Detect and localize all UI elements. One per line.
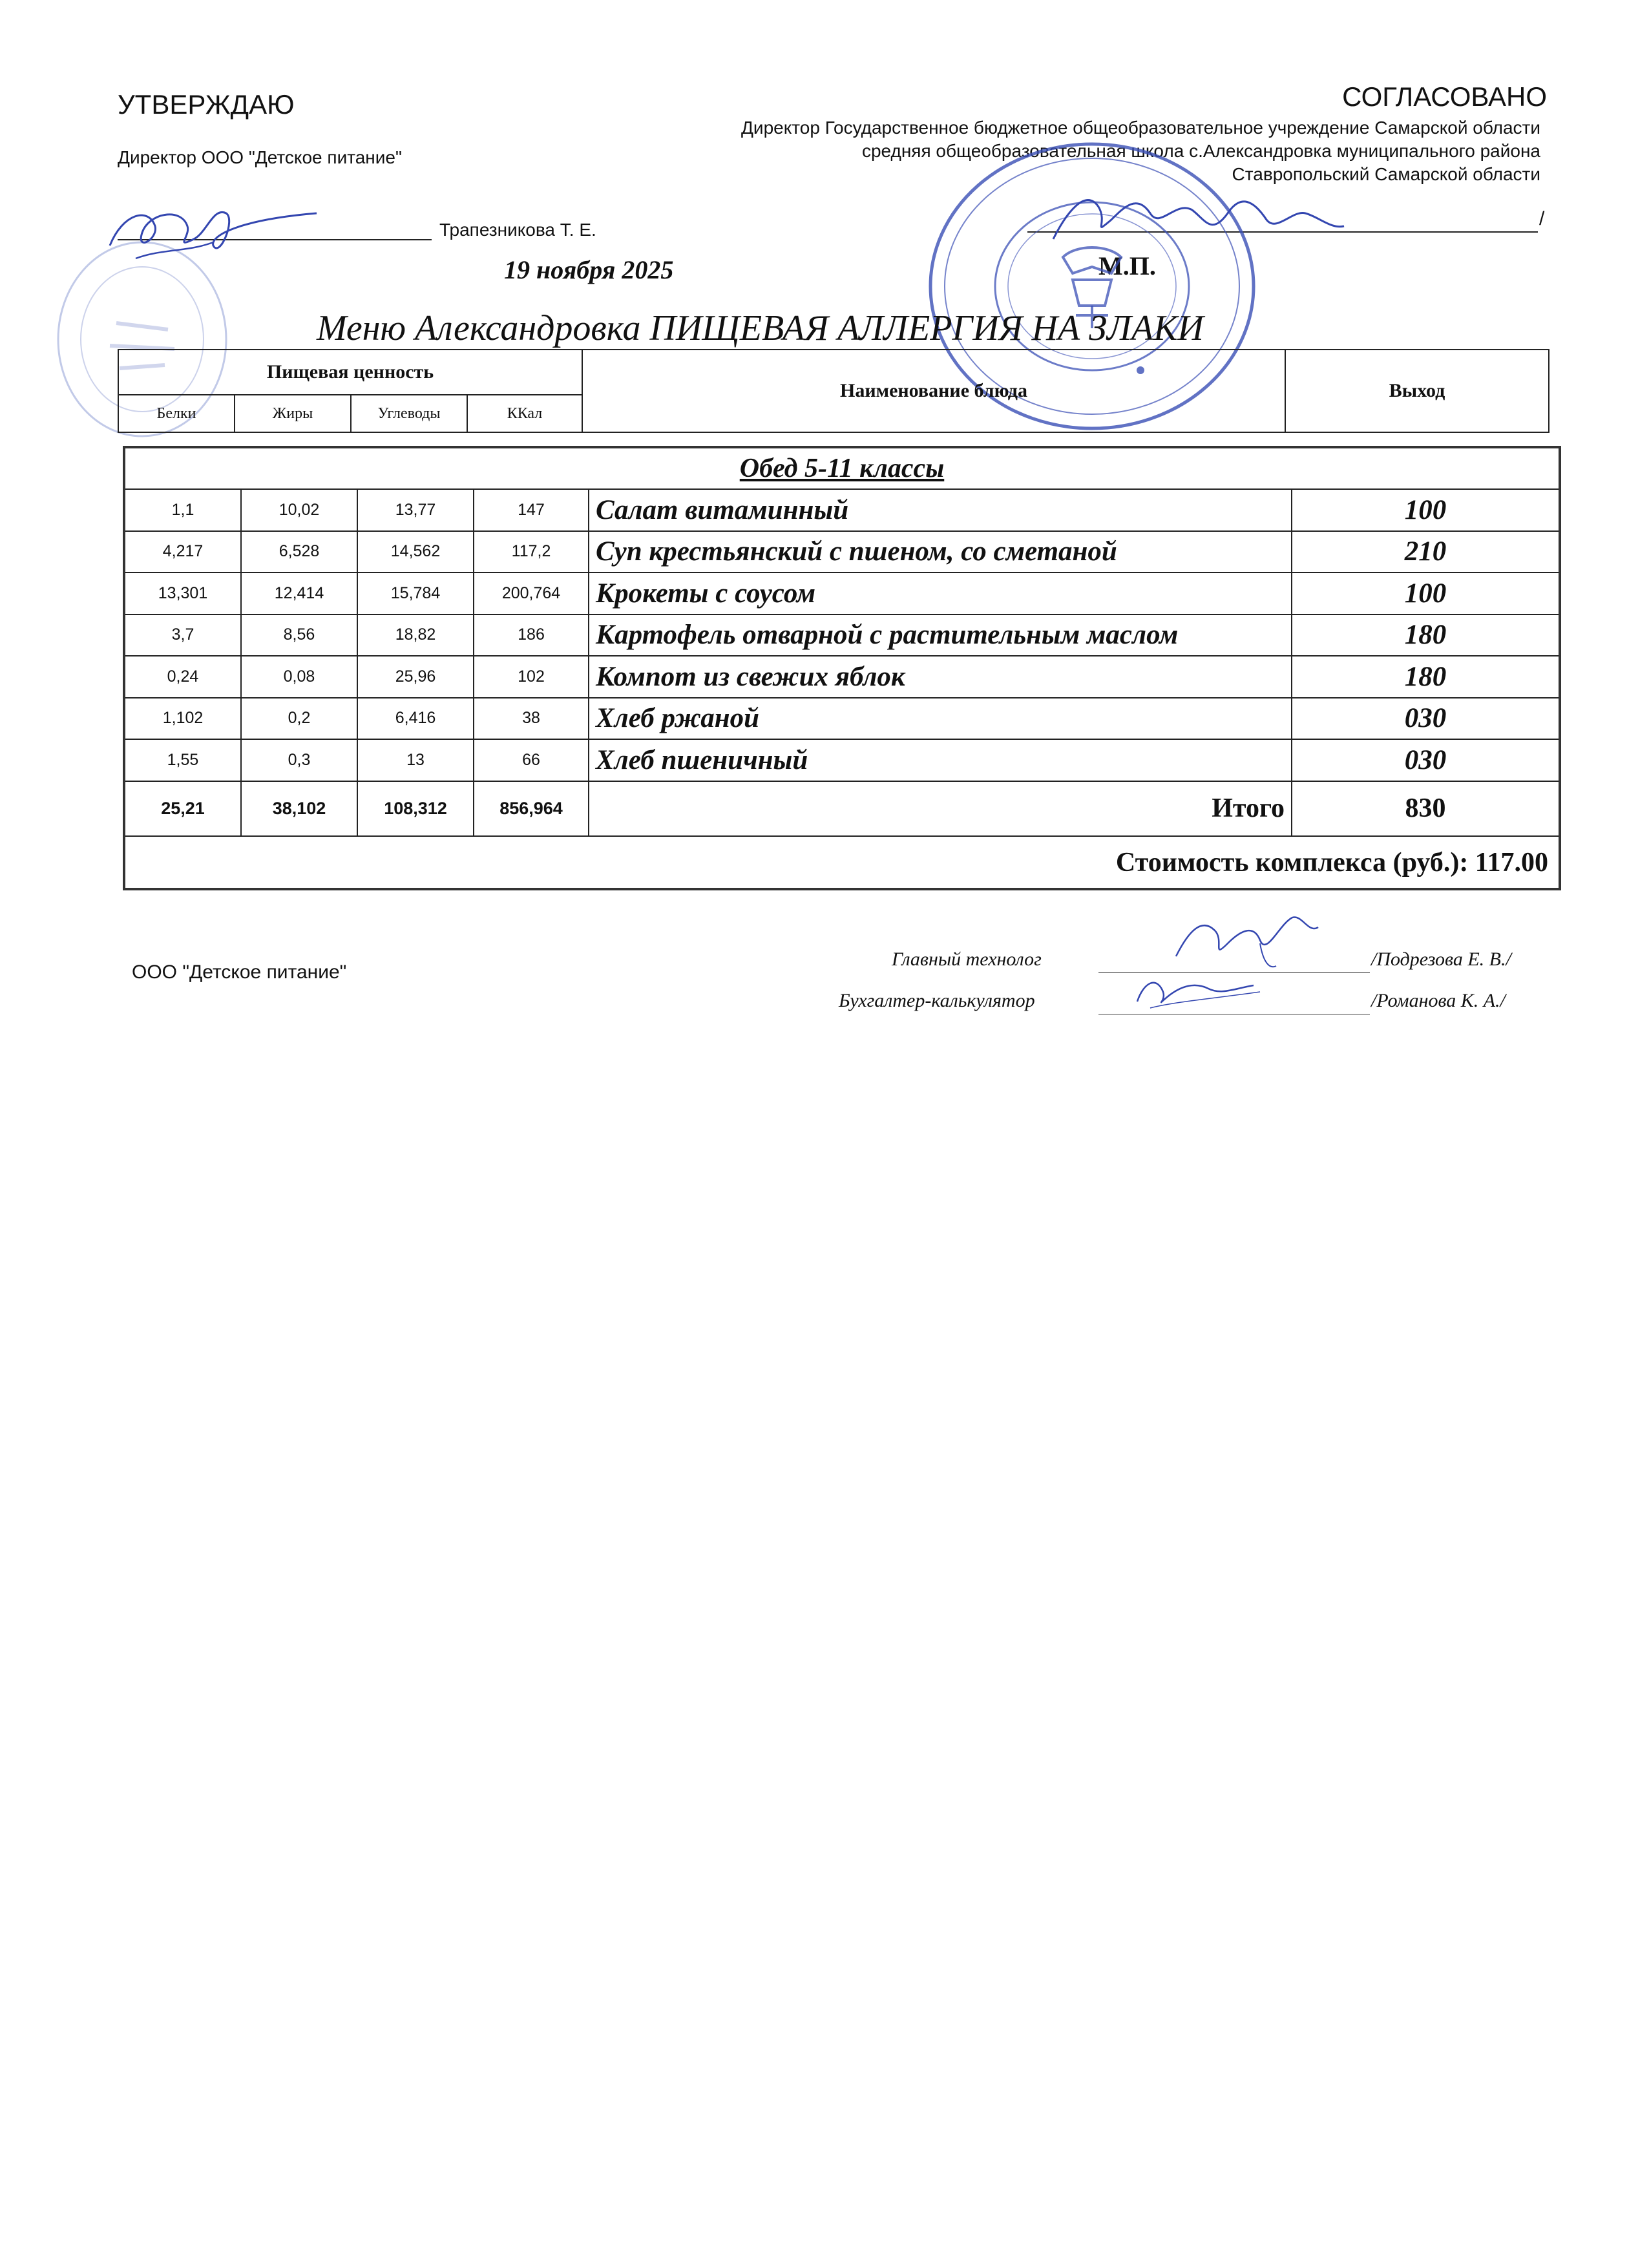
protein-header: Белки	[119, 395, 235, 432]
kcal-cell: 38	[474, 698, 589, 740]
protein-cell: 1,102	[125, 698, 242, 740]
fat-cell: 8,56	[242, 615, 358, 657]
fat-cell: 0,08	[242, 656, 358, 698]
output-cell: 180	[1292, 656, 1559, 698]
approve-name: Трапезникова Т. Е.	[439, 220, 596, 240]
total-fat-cell: 38,102	[242, 782, 358, 837]
kcal-header: ККал	[468, 395, 583, 432]
total-carbs-cell: 108,312	[358, 782, 474, 837]
output-cell: 100	[1292, 573, 1559, 615]
stamp-label: М.П.	[1098, 251, 1156, 280]
carbs-cell: 18,82	[358, 615, 474, 657]
menu-table	[123, 446, 1561, 890]
carbs-cell: 6,416	[358, 698, 474, 740]
fat-cell: 0,2	[242, 698, 358, 740]
carbs-cell: 14,562	[358, 532, 474, 574]
complex-cost: Стоимость комплекса (руб.): 117.00	[1115, 847, 1548, 877]
total-protein-cell: 25,21	[125, 782, 242, 837]
document-date: 19 ноября 2025	[504, 255, 674, 284]
footer-name-accountant: /Романова К. А./	[1371, 990, 1506, 1011]
kcal-cell: 200,764	[474, 573, 589, 615]
dish-name-cell: Крокеты с соусом	[589, 573, 1292, 615]
section-title: Обед 5-11 классы	[125, 448, 1559, 490]
document-title: Меню Александровка ПИЩЕВАЯ АЛЛЕРГИЯ НА ЗЛАКИ	[317, 308, 1204, 348]
dish-name-cell: Салат витаминный	[589, 490, 1292, 532]
agree-title: СОГЛАСОВАНО	[1342, 81, 1547, 112]
protein-cell: 0,24	[125, 656, 242, 698]
carbs-header: Углеводы	[352, 395, 468, 432]
protein-cell: 13,301	[125, 573, 242, 615]
fat-cell: 10,02	[242, 490, 358, 532]
output-cell: 100	[1292, 490, 1559, 532]
output-header: Выход	[1389, 380, 1445, 401]
agree-signature-icon	[1047, 174, 1350, 265]
accountant-signature-icon	[1124, 963, 1279, 1021]
dish-name-cell: Картофель отварной с растительным маслом	[589, 615, 1292, 657]
total-output: 830	[1292, 782, 1559, 837]
dish-name-cell: Суп крестьянский с пшеном, со сметаной	[589, 532, 1292, 574]
approve-signature-icon	[97, 187, 330, 278]
carbs-cell: 13	[358, 740, 474, 782]
carbs-cell: 15,784	[358, 573, 474, 615]
dish-name-cell: Хлеб ржаной	[589, 698, 1292, 740]
carbs-cell: 25,96	[358, 656, 474, 698]
fat-cell: 6,528	[242, 532, 358, 574]
fat-header: Жиры	[235, 395, 352, 432]
dish-name-cell: Компот из свежих яблок	[589, 656, 1292, 698]
agree-signature-tick: /	[1539, 208, 1545, 229]
protein-cell: 1,1	[125, 490, 242, 532]
kcal-cell: 66	[474, 740, 589, 782]
output-cell: 030	[1292, 740, 1559, 782]
protein-cell: 4,217	[125, 532, 242, 574]
approve-title: УТВЕРЖДАЮ	[118, 89, 295, 120]
kcal-cell: 117,2	[474, 532, 589, 574]
footer-role-accountant: Бухгалтер-калькулятор	[839, 990, 1035, 1011]
footer-role-technologist: Главный технолог	[892, 949, 1042, 970]
dish-name-cell: Хлеб пшеничный	[589, 740, 1292, 782]
table-header	[118, 349, 1549, 433]
footer-company: ООО "Детское питание"	[132, 961, 347, 983]
carbs-cell: 13,77	[358, 490, 474, 532]
protein-cell: 1,55	[125, 740, 242, 782]
protein-cell: 3,7	[125, 615, 242, 657]
kcal-cell: 102	[474, 656, 589, 698]
kcal-cell: 147	[474, 490, 589, 532]
footer-name-technologist: /Подрезова Е. В./	[1371, 949, 1511, 970]
fat-cell: 12,414	[242, 573, 358, 615]
output-cell: 180	[1292, 615, 1559, 657]
dish-name-header: Наименование блюда	[583, 350, 1286, 432]
output-cell: 210	[1292, 532, 1559, 574]
kcal-cell: 186	[474, 615, 589, 657]
approve-position: Директор ООО "Детское питание"	[118, 147, 402, 167]
nutrition-group-header: Пищевая ценность	[119, 350, 583, 395]
total-kcal-cell: 856,964	[474, 782, 589, 837]
agree-position: Директор Государственное бюджетное общеобразовательное учреждение Самарской области средняя общеобразовательная школа с.Александровка муниципального района Ставропольский Самарской области	[740, 118, 1540, 184]
total-label: Итого	[589, 782, 1292, 837]
output-cell: 030	[1292, 698, 1559, 740]
fat-cell: 0,3	[242, 740, 358, 782]
